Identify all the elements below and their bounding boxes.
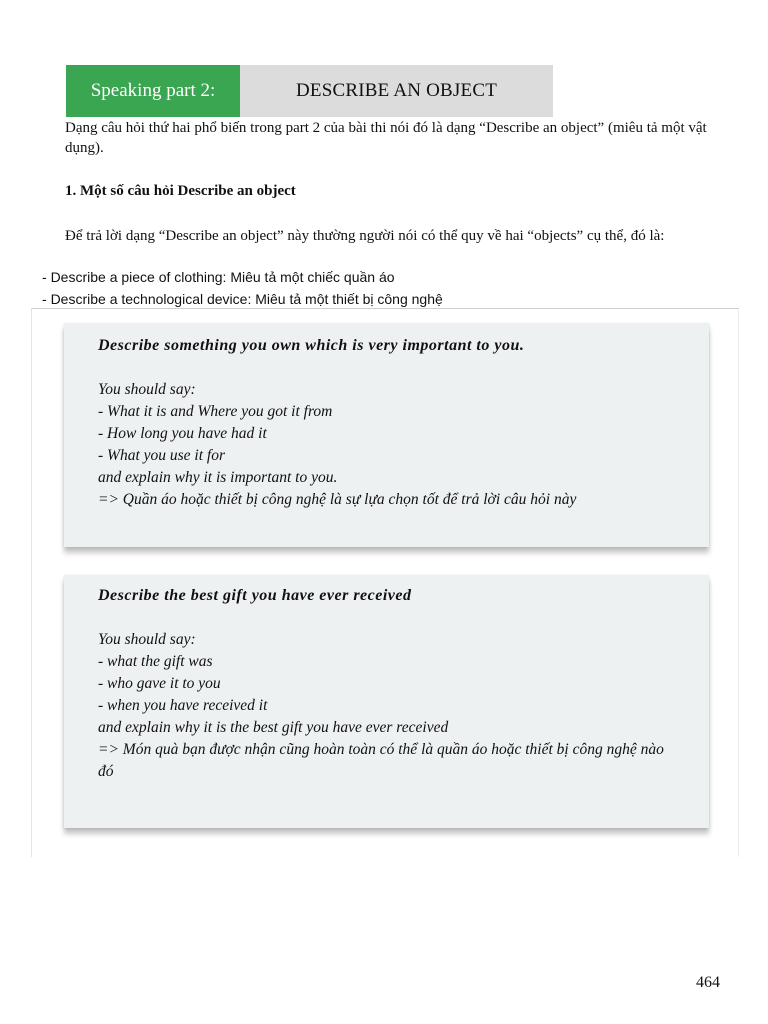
- cue-card-title: Describe something you own which is very important to you.: [98, 337, 525, 354]
- object-type-list: [42, 266, 443, 310]
- list-item: - Describe a piece of clothing: Miêu tả một chiếc quần áo: [42, 266, 443, 288]
- cue-card-line: and explain why it is important to you.: [98, 469, 338, 486]
- cue-card-note: => Món quà bạn được nhận cũng hoàn toàn có thể là quần áo hoặc thiết bị công nghệ nào đó: [98, 741, 664, 780]
- cue-card-line: - when you have received it: [98, 697, 268, 714]
- cue-card-line: - What you use it for: [98, 447, 225, 464]
- lead-paragraph: Để trả lời dạng “Describe an object” này thường người nói có thể quy về hai “objects” cụ thể, đó là:: [65, 228, 665, 244]
- cue-card-line: You should say:: [98, 631, 196, 648]
- cue-card-line: You should say:: [98, 381, 196, 398]
- cue-card-line: - How long you have had it: [98, 425, 267, 442]
- cue-card-title: Describe the best gift you have ever received: [98, 587, 412, 604]
- cue-card-note: => Quần áo hoặc thiết bị công nghệ là sự lựa chọn tốt để trả lời câu hỏi này: [98, 491, 577, 508]
- cue-card-line: - who gave it to you: [98, 675, 221, 692]
- cue-card-line: and explain why it is the best gift you have ever received: [98, 719, 449, 736]
- list-item: - Describe a technological device: Miêu tả một thiết bị công nghệ: [42, 288, 443, 310]
- cue-card-line: - what the gift was: [98, 653, 213, 670]
- cue-card-best-gift: [64, 575, 709, 828]
- cue-card-important-item: [64, 323, 709, 547]
- intro-paragraph: Dạng câu hỏi thứ hai phổ biến trong part 2 của bài thi nói đó là dạng “Describe an object” (miêu tả một vật dụng).: [65, 120, 707, 156]
- section-header: [66, 65, 553, 117]
- header-title: DESCRIBE AN OBJECT: [240, 65, 553, 117]
- page-number: 464: [696, 974, 720, 991]
- cue-card-line: - What it is and Where you got it from: [98, 403, 333, 420]
- header-label: Speaking part 2:: [66, 65, 240, 117]
- section-heading: 1. Một số câu hỏi Describe an object: [65, 183, 296, 199]
